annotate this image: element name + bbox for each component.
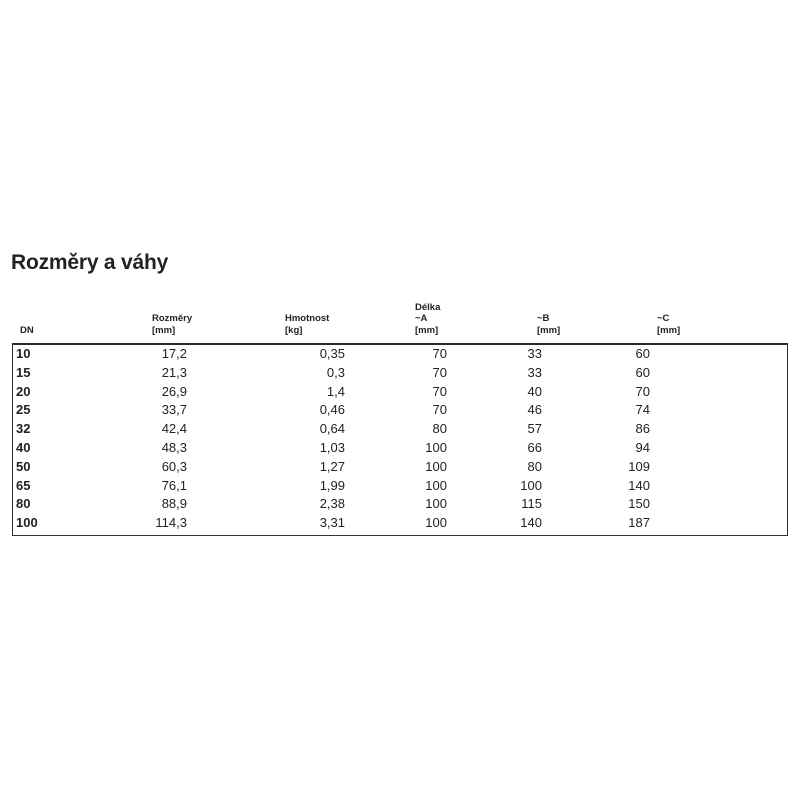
cell-dn: 25	[16, 402, 31, 418]
cell-delka-a: 100	[425, 515, 447, 531]
cell-c: 70	[635, 383, 650, 399]
cell-delka-a: 70	[432, 346, 447, 361]
cell-dn: 100	[16, 515, 38, 531]
cell-rozmery: 17,2	[161, 346, 187, 361]
header-b-unit: [mm]	[537, 324, 561, 336]
header-b	[537, 313, 560, 336]
cell-delka-a: 70	[432, 402, 447, 418]
cell-rozmery: 114,3	[155, 515, 187, 531]
cell-c: 109	[628, 458, 650, 474]
table-header	[0, 296, 800, 341]
cell-hmotnost: 0,35	[319, 346, 345, 361]
cell-c: 86	[635, 421, 650, 437]
cell-delka-a: 100	[425, 458, 447, 474]
header-delka	[415, 302, 440, 337]
cell-rozmery: 48,3	[161, 439, 187, 455]
page-title: Rozměry a váhy	[11, 251, 169, 274]
header-delka-sub: ~A	[415, 313, 428, 324]
header-rozmery	[152, 313, 192, 336]
table-row	[12, 477, 788, 496]
cell-dn: 15	[16, 364, 31, 380]
cell-delka-a: 100	[425, 439, 447, 455]
cell-c: 94	[635, 439, 650, 455]
header-hmotnost-label: Hmotnost	[285, 313, 330, 324]
table-row	[12, 364, 788, 383]
cell-hmotnost: 3,31	[319, 515, 345, 531]
table-row	[12, 495, 788, 514]
cell-rozmery: 26,9	[161, 383, 187, 399]
table-row	[12, 401, 788, 420]
cell-c: 60	[635, 364, 650, 380]
header-dn-label: DN	[20, 324, 34, 336]
cell-b: 115	[521, 496, 542, 512]
table-row	[12, 383, 788, 402]
cell-delka-a: 70	[432, 383, 447, 399]
cell-dn: 80	[16, 496, 31, 512]
cell-c: 74	[635, 402, 650, 418]
cell-c: 150	[628, 496, 650, 512]
cell-b: 80	[527, 458, 542, 474]
cell-dn: 10	[16, 346, 31, 361]
header-delka-unit: [mm]	[415, 324, 439, 336]
header-hmotnost	[285, 313, 329, 336]
cell-hmotnost: 1,4	[326, 383, 345, 399]
cell-b: 140	[520, 515, 542, 531]
header-dn	[20, 325, 34, 337]
cell-b: 57	[527, 421, 542, 437]
cell-b: 100	[520, 477, 542, 493]
cell-rozmery: 33,7	[161, 402, 187, 418]
cell-b: 33	[527, 346, 542, 361]
cell-c: 187	[628, 515, 650, 531]
header-rozmery-label: Rozměry	[152, 313, 193, 324]
cell-rozmery: 60,3	[161, 458, 187, 474]
cell-hmotnost: 0,46	[319, 402, 345, 418]
cell-hmotnost: 1,03	[319, 439, 345, 455]
cell-delka-a: 80	[432, 421, 447, 437]
cell-hmotnost: 1,99	[319, 477, 345, 493]
cell-b: 33	[527, 364, 542, 380]
cell-c: 60	[635, 346, 650, 361]
header-c	[657, 313, 680, 336]
cell-hmotnost: 0,3	[326, 364, 345, 380]
cell-hmotnost: 1,27	[319, 458, 345, 474]
cell-dn: 40	[16, 439, 31, 455]
table-body	[12, 345, 788, 533]
cell-rozmery: 42,4	[161, 421, 187, 437]
cell-c: 140	[628, 477, 650, 493]
cell-delka-a: 100	[425, 496, 447, 512]
cell-rozmery: 88,9	[161, 496, 187, 512]
header-rozmery-unit: [mm]	[152, 324, 176, 336]
cell-delka-a: 100	[425, 477, 447, 493]
cell-hmotnost: 2,38	[319, 496, 345, 512]
cell-dn: 65	[16, 477, 31, 493]
cell-rozmery: 21,3	[161, 364, 187, 380]
table-row	[12, 439, 788, 458]
cell-dn: 20	[16, 383, 31, 399]
cell-rozmery: 76,1	[161, 477, 187, 493]
cell-b: 40	[527, 383, 542, 399]
header-c-label: ~C	[657, 313, 670, 324]
cell-dn: 32	[16, 421, 31, 437]
header-hmotnost-unit: [kg]	[285, 324, 303, 336]
cell-hmotnost: 0,64	[319, 421, 345, 437]
header-delka-label: Délka	[415, 301, 441, 313]
table-row	[12, 345, 788, 364]
cell-delka-a: 70	[432, 364, 447, 380]
header-c-unit: [mm]	[657, 324, 681, 336]
cell-b: 66	[527, 439, 542, 455]
table-row	[12, 514, 788, 533]
header-b-label: ~B	[537, 313, 550, 324]
cell-b: 46	[527, 402, 542, 418]
cell-dn: 50	[16, 458, 31, 474]
table-row	[12, 458, 788, 477]
table-row	[12, 420, 788, 439]
